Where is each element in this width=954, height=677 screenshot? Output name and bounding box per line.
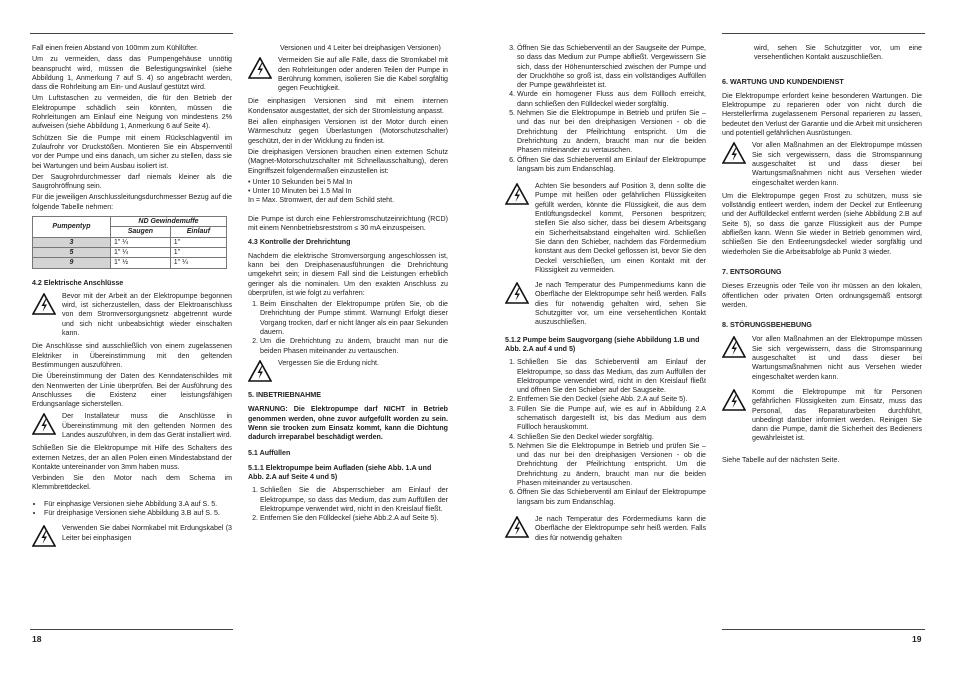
list-item: 4. Wurde ein homogener Fluss aus dem Füllloch erreicht, dann schließen den Fülldeckel wieder sorgfältig. [517,90,706,109]
table-cell-type: 3 [33,237,111,247]
electrical-hazard-icon [505,282,529,304]
list-item: • Für einphasige Versionen siehe Abbildung 3.A auf S. 5. [44,500,232,509]
paragraph: Die Pumpe ist durch eine Fehlerstromschutzeinrichtung (RCD) mit einem Nennbetriebsreststrom ≤ 30 mA einzuspeisen. [248,214,448,233]
paragraph: Die einphasigen Versionen sind mit einem internen Kondensator ausgestattet, der sich der Stromleistung anpasst. [248,97,448,115]
electrical-hazard-icon [722,336,746,358]
list-item: 3. Füllen Sie die Pumpe auf, wie es auf in Abbildung 2.A schematisch dargestellt ist, bis das Medium aus dem Füllloch herauskommt. [517,405,706,433]
paragraph: Fall einen freien Abstand von 100mm zum Kühllüfter. [32,44,199,52]
warning-text: Vergessen Sie die Erdung nicht. [278,358,379,367]
section-heading: 6. WARTUNG UND KUNDENDIENST [722,76,844,86]
paragraph: Die Elektropumpe erfordert keine besonderen Wartungen. Die Elektropumpe zu reparieren oder von nicht durch die Herstellerfirma zugelassenem Personal reparieren zu lassen, bedeutet den Verlust der Garantie und die Arbeit mit unsicheren und potentiell gefährlichen Ausrüstungen. [722,91,922,138]
electrical-hazard-icon [722,142,746,164]
paragraph: Schützen Sie die Pumpe mit einem Rückschlagventil im Zulaufrohr vor Druckstößen. Montieren Sie ein Absperrventil vor der Pumpe und eins danach, um sicher zu stellen, dass sie bei Wartungen und beim Ausbau isoliert ist. [32,133,232,170]
paragraph: Versionen und 4 Leiter bei dreiphasigen Versionen) [280,44,441,52]
table-row [33,247,227,257]
electrical-hazard-icon [248,57,272,79]
warning-block [722,141,922,187]
paragraph: Um zu vermeiden, dass das Pumpengehäuse unnötig beansprucht wird, müssen die Befestigungswinkel (siehe Abbildung 1, Anmerkung 7 auf S. 4) so angebracht werden, dass die Rohrleitung am Ein- und Auslauf gestützt wird. [32,55,232,92]
paragraph: Nachdem die elektrische Stromversorgung angeschlossen ist, kann bei den Dreiphasenausführungen die Drehrichtung umgekehrt sein; in diesem Fall sind die Leistungen erheblich geringer als die nominalen. Um den exakten Anschluss zu überprüfen, ist wie folgt zu verfahren: [248,251,448,297]
paragraph: Verbinden Sie den Motor nach dem Schema im Klemmbrettdeckel. [32,474,232,492]
section-heading: 4.2 Elektrische Anschlüsse [32,278,124,287]
electrical-hazard-icon [32,293,56,315]
paragraph: wird, sehen Sie Schutzgitter vor, um eine versehentlichen Kontakt auszuschließen. [754,44,922,62]
list-item: 2. Entfernen Sie den Fülldeckel (siehe Abb.2.A auf Seite 5). [260,514,448,523]
warning-block [505,182,706,275]
warning-text: Vor allen Maßnahmen an der Elektropumpe müssen Sie sich vergewissern, dass die Stromspannung ausgeschaltet ist und dass dieser bei Wartungsmaßnahmen nicht aus Versehen wieder eingeschaltet werden kann. [752,141,922,187]
list-item: 5. Nehmen Sie die Elektropumpe in Betrieb und prüfen Sie – und das nur bei den dreiphasigen Versionen - ob die Drehrichtung der Pfeilrichtung entspricht. Um die Drehrichtung zu ändern, braucht man nur die beiden Phasen miteinander zu vertauschen. [517,109,706,155]
list-item: 1. Beim Einschalten der Elektropumpe prüfen Sie, ob die Drehrichtung der Pumpe stimmt. Warnung! Erfolgt dieser Vorgang trocken, darf er nicht länger als ein paar Sekunden dauern. [260,300,448,337]
paragraph: Schließen Sie die Elektropumpe mit Hilfe des Schalters des externen Netzes, der an allen Polen einen Mindestabstand der Kontakte untereinander von 3mm haben muss. [32,444,232,471]
paragraph: Für die jeweiligen Anschlussleitungsdurchmesser Bezug auf die folgende Tabelle nehmen: [32,193,232,211]
top-rule-right [722,33,925,34]
warning-block [32,524,232,547]
warning-block [722,335,922,381]
warning-block [505,281,706,327]
warning-text: Je nach Temperatur des Pumpenmediums kann die Oberfläche der Elektropumpe sehr heiß werden. Falls dies für notwendig gehalten wird, sehen Sie Schutzgitter vor, um eine versehentlichen Kontakt auszuschließen. [535,281,706,327]
paragraph: Die Anschlüsse sind ausschließlich von einem zugelassenen Elektriker in Übereinstimmung mit den geltenden Bestimmungen auszuführen. [32,342,232,369]
table-cell-type: 9 [33,258,111,268]
bottom-rule-right [722,629,925,630]
list-item: 6. Öffnen Sie das Schieberventil am Einlauf der Elektropumpe langsam bis zum Endanschlag. [517,488,706,507]
electrical-hazard-icon [505,183,529,205]
paragraph: Um Luftstaschen zu vermeiden, die für den Betrieb der Elektropumpe schädlich sein könnten, müssen die Rohrleitungen am Einlauf eine Neigung von mindestens 2% aufweisen (siehe Abbildung 1, Anmerkung 6 auf Seite 4). [32,94,232,131]
connection-diameter-table [32,216,227,268]
warning-text: Vermeiden Sie auf alle Fälle, dass die Stromkabel mit den Rohrleitungen oder anderen Teilen der Pumpe in Berührung kommen, isolieren Sie die Kabel sorgfältig gegen Feuchtigkeit. [278,56,448,93]
electrical-hazard-icon [505,516,529,538]
table-cell-saugen: 1" ¼ [110,237,170,247]
trip-line: In = Max. Stromwert, der auf dem Schild steht. [248,196,395,205]
section-heading: 5.1.1 Elektropumpe beim Aufladen (siehe Abb. 1.A und Abb. 2.A auf Seite 4 und 5) [248,463,432,481]
right-page-column-1 [505,44,706,547]
table-cell-einlauf: 1" [170,247,226,257]
bottom-rule-left [30,629,233,630]
warning-text: Verwenden Sie dabei Normkabel mit Erdungskabel (3 Leiter bei einphasigen [62,524,232,542]
electrical-hazard-icon [32,413,56,435]
section-heading: 5. INBETRIEBNAHME [248,389,322,399]
paragraph: Der Saugrohrdurchmesser darf niemals kleiner als die Saugrohröffnung sein. [32,172,232,191]
warning-block [248,359,448,382]
list-item: 1. Schließen Sie das Schieberventil am Einlauf der Elektropumpe, so dass das Medium, das zum Auffüllen der Elektropumpe verwendet wird, nicht in den Kreislauf fließt und öffnen Sie den Schieber auf der Saugseite. [517,358,706,395]
table-header-einlauf: Einlauf [170,227,226,237]
list-item: • Für dreiphasige Versionen siehe Abbildung 3.B auf S. 5. [44,509,232,518]
warning-text: Je nach Temperatur des Fördermediums kann die Oberfläche der Elektropumpe sehr heiß werden. Falls dies für notwendig gehalten [535,514,706,542]
section-heading: 4.3 Kontrolle der Drehrichtung [248,238,351,247]
table-row [33,258,227,268]
table-cell-type: 5 [33,247,111,257]
list-item: 3. Öffnen Sie das Schieberventil an der Saugseite der Pumpe, so dass das Medium zur Pumpe abfließt. Vergewissern Sie sich, dass der Höhenunterschied zwischen der Pumpe und der Druckhöhe so groß ist, dass ein vollständiges Auffüllen der Pumpe gewährleistet ist. [517,44,706,90]
warning-block [32,292,232,338]
table-header-group: ND Gewindemuffe [110,217,226,227]
electrical-hazard-icon [32,525,56,547]
warning-text: Vor allen Maßnahmen an der Elektropumpe müssen Sie sich vergewissern, dass die Stromspannung ausgeschaltet ist und dass dieser bei Wartungsmaßnahmen nicht aus Versehen wieder eingeschaltet werden kann. [752,335,922,381]
warning-block [248,56,448,93]
electrical-hazard-icon [722,389,746,411]
list-item: 4. Schließen Sie den Deckel wieder sorgfältig. [517,433,706,442]
bold-warning: WARNUNG: Die Elektropumpe darf NICHT in Betrieb genommen werden, ohne zuvor aufgefüllt worden zu sein. Wenn sie trocken zum Einsatz kommt, kann die Dichtung dadurch irreparabel beschädigt werden. [248,405,448,442]
paragraph: Dieses Erzeugnis oder Teile von ihr müssen an den lokalen, öffentlichen oder privaten Orten ordnungsgemäß entsorgt werden. [722,282,922,309]
section-heading: 7. ENTSORGUNG [722,266,782,276]
table-cell-einlauf: 1" [170,237,226,247]
list-item: 2. Entfernen Sie den Deckel (siehe Abb. 2.A auf Seite 5). [517,395,706,404]
warning-text: Kommt die Elektropumpe mit für Personen gefährlichen Flüssigkeiten zum Einsatz, muss das Personal, das Reparaturarbeiten durchführt, unbedingt darüber informiert werden. Reinigen Sie dann die Pumpe, damit die Sicherheit des Bedieners gewährleistet ist. [752,387,922,443]
table-cell-saugen: 1" ¼ [110,247,170,257]
paragraph: Die dreiphasigen Versionen brauchen einen externen Schutz (Magnet-Motorschutzschalter mit Schnellausschaltung), deren Eingriffszeit folgendermaßen einzustellen ist: [248,147,448,175]
table-header-saugen: Saugen [110,227,170,237]
electrical-hazard-icon [248,360,272,382]
trip-line: • Unter 10 Minuten bei 1.5 Mal In [248,187,352,196]
table-cell-einlauf: 1" ¼ [170,258,226,268]
warning-text: Achten Sie besonders auf Position 3, denn sollte die Pumpe mit heißen oder gefährlichen Flüssigkeiten gefüllt werden, könnte die Flüssigkeit, die aus dem Entlüftungsdeckel kommt, Personen bespritzen; stellen Sie also sicher, dass bei diesem Arbeitsgang ein Sicherheitsabstand eingehalten wird. Schließen Sie dann den Schieber, nachdem das Fördermedium konstant aus dem Deckel geflossen ist, bevor Sie den Deckel verschließen, um einen Kontakt mit der Flüssigkeit zu vermeiden. [535,182,706,274]
list-item: 6. Öffnen Sie das Schieberventil am Einlauf der Elektropumpe langsam bis zum Endanschlag. [517,156,706,175]
paragraph: Die Übereinstimmung der Daten des Kenndatenschildes mit den Nennwerten der Linie überprüfen. Bei der Ausführung des Anschlusses die Existenz einer leistungsfähigen Erdungsanlage sicherstellen. [32,372,232,409]
warning-block [722,388,922,444]
section-heading: 5.1 Auffüllen [248,449,291,458]
top-rule-left [30,33,233,34]
section-heading: 5.1.2 Pumpe beim Saugvorgang (siehe Abbildung 1.B und Abb. 2.A auf 4 und 5) [505,335,700,353]
list-item: 1. Schließen Sie die Absperrschieber am Einlauf der Elektropumpe, so dass das Medium, das zum Auffüllen der Elektropumpe verwendet wird, nicht in den Kreislauf fließt. [260,486,448,514]
warning-text: Bevor mit der Arbeit an der Elektropumpe begonnen wird, ist sicherzustellen, dass der Elektroanschluss von dem Stromversorgungsnetz abgetrennt wurde und sich nicht unbeabsichtigt wieder einschalten kann. [62,291,232,338]
list-item: 2. Um die Drehrichtung zu ändern, braucht man nur die beiden Phasen miteinander zu vertauschen. [260,337,448,356]
paragraph: Siehe Tabelle auf der nächsten Seite. [722,455,840,464]
paragraph: Um die Elektropumpe gegen Frost zu schützen, muss sie vollständig entleert werden, indem der Deckel zur Entleerung und der Auffülldeckel entfernt werden (siehe Abbildung 2.B auf Seite 5), so dass die ganze Flüssigkeit aus der Pumpe abfließen kann. Wenn Sie wieder in Betrieb genommen wird, schließen Sie den Entleerungsdeckel wieder sorgfältig und wiederholen Sie die Arbeitsabfolge ab Punkt 3 wieder. [722,191,922,256]
left-page-column-2 [248,44,448,526]
left-page-column-1 [32,44,232,551]
page-number-right: 19 [912,634,922,644]
right-page-column-2 [722,44,922,467]
warning-block [505,515,706,543]
page-number-left: 18 [32,634,42,644]
paragraph: Bei allen einphasigen Versionen ist der Motor durch einen Wärmeschutz gegen Überlastungen (Motorschutzschalter) geschützt, der in der Wicklung zu finden ist. [248,118,448,145]
warning-block [32,412,232,440]
table-row [33,237,227,247]
warning-text: Der Installateur muss die Anschlüsse in Übereinstimmung mit den geltenden Normen des Landes auszuführen, in dem das Gerät installiert wird. [62,412,232,439]
trip-line: • Unter 10 Sekunden bei 5 Mal In [248,177,353,186]
table-cell-saugen: 1" ½ [110,258,170,268]
list-item: 5. Nehmen Sie die Elektropumpe in Betrieb und prüfen Sie – und das nur bei den dreiphasigen Versionen - ob die Drehrichtung der Pfeilrichtung entspricht. Um die Drehrichtung zu ändern, braucht man nur die beiden Phasen miteinander zu vertauschen. [517,442,706,488]
table-header-pumptype: Pumpentyp [33,217,111,238]
section-heading: 8. STÖRUNGSBEHEBUNG [722,320,812,330]
